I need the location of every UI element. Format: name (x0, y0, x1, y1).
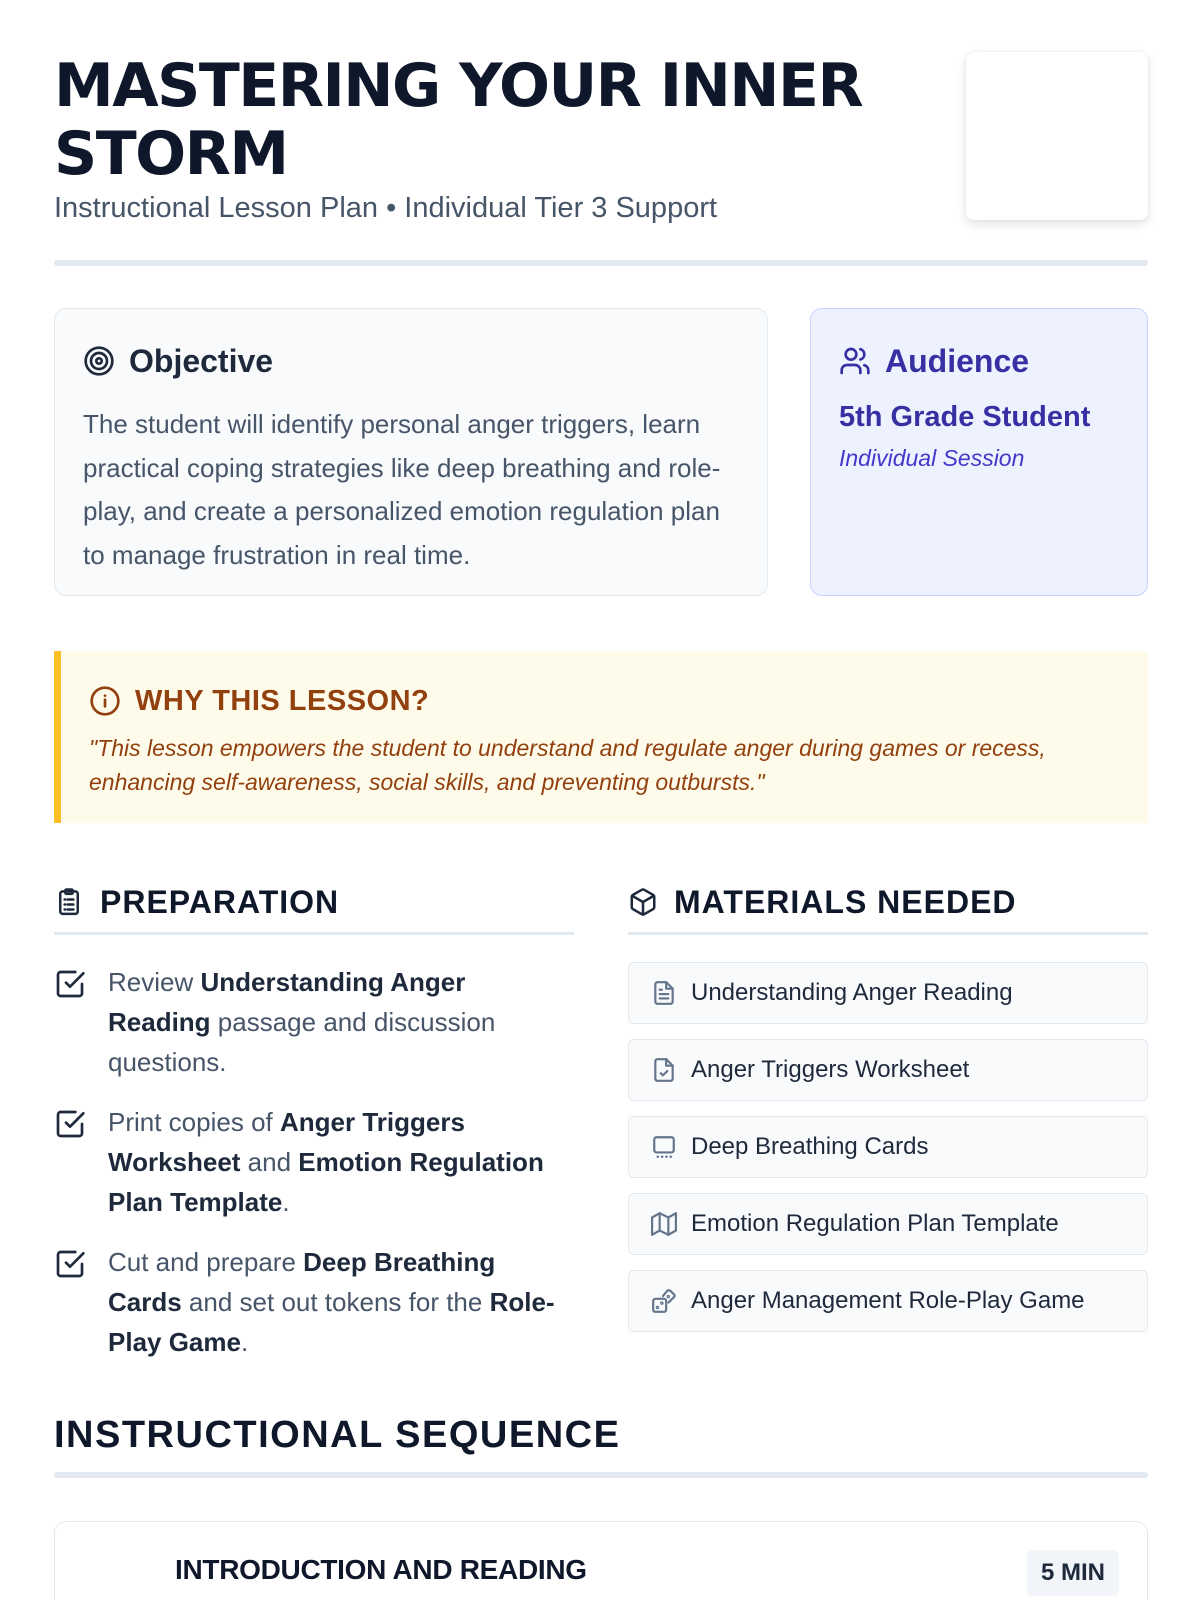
preparation-item-text: and set out tokens for the (181, 1287, 490, 1317)
map-icon (651, 1211, 677, 1237)
page-subtitle: Instructional Lesson Plan • Individual Tier 3 Support (54, 192, 718, 224)
checkbox-checked-icon (54, 968, 86, 1000)
materials-divider (628, 932, 1148, 935)
audience-session: Individual Session (839, 445, 1025, 471)
preparation-item-text: . (240, 1327, 249, 1357)
duration-badge: 5 MIN (1027, 1550, 1119, 1596)
audience-title: Audience (885, 342, 1030, 379)
material-label: Anger Triggers Worksheet (691, 1056, 970, 1083)
target-icon (83, 345, 115, 377)
preparation-item (54, 1102, 574, 1222)
users-icon (839, 345, 871, 377)
preparation-item (54, 962, 574, 1082)
sequence-step-card (54, 1521, 1148, 1600)
audience-card (810, 308, 1148, 596)
checkbox-checked-icon (54, 1108, 86, 1140)
logo-placeholder-card (966, 52, 1148, 220)
preparation-divider (54, 932, 574, 935)
preparation-item (54, 1242, 574, 1362)
material-item (628, 1270, 1148, 1332)
preparation-item-text: and (240, 1147, 299, 1177)
preparation-item-text: passage and discussion questions. (108, 1007, 496, 1077)
preparation-list (54, 962, 574, 1382)
preparation-item-bold-text: Anger Triggers Worksheet (108, 1107, 465, 1177)
sequence-title: INSTRUCTIONAL SEQUENCE (54, 1414, 621, 1456)
preparation-item-bold-text: Role-Play Game (108, 1287, 555, 1357)
audience-grade: 5th Grade Student (839, 401, 1091, 433)
preparation-item-text: Print copies of (108, 1107, 280, 1137)
material-label: Emotion Regulation Plan Template (691, 1210, 1059, 1237)
objective-header (83, 341, 273, 381)
document-text-icon (651, 980, 677, 1006)
audience-header (839, 341, 1029, 381)
clipboard-list-icon (54, 887, 84, 917)
materials-title: MATERIALS NEEDED (674, 883, 1017, 920)
objective-card (54, 308, 768, 596)
why-title: WHY THIS LESSON? (135, 684, 430, 717)
material-item (628, 962, 1148, 1024)
page-header (54, 0, 1148, 268)
preparation-item-bold-text: Deep Breathing Cards (108, 1247, 496, 1317)
header-divider (54, 260, 1148, 266)
material-label: Understanding Anger Reading (691, 979, 1013, 1006)
materials-list (628, 962, 1148, 1347)
preparation-item-text: Cut and prepare (108, 1247, 304, 1277)
checkbox-checked-icon (54, 1248, 86, 1280)
page-title: MASTERING YOUR INNER STORM (54, 51, 863, 189)
info-icon (89, 685, 121, 717)
material-item (628, 1039, 1148, 1101)
card-icon (651, 1134, 677, 1160)
preparation-item-bold-text: Emotion Regulation Plan Template (108, 1147, 544, 1217)
preparation-title: PREPARATION (100, 883, 340, 920)
why-text: "This lesson empowers the student to understand and regulate anger during games or recess, enhancing self-awareness, social skills, and preventing outbursts." (89, 735, 1046, 795)
why-callout (54, 651, 1148, 823)
materials-header (628, 880, 1017, 924)
objective-title: Objective (129, 342, 274, 379)
material-item (628, 1193, 1148, 1255)
material-label: Anger Management Role-Play Game (691, 1287, 1085, 1314)
preparation-item-text: Review (108, 967, 201, 997)
preparation-item-text: . (282, 1187, 290, 1217)
box-icon (628, 887, 658, 917)
preparation-item-bold-text: Understanding Anger Reading (108, 967, 466, 1037)
objective-text: The student will identify personal anger triggers, learn practical coping strategies like deep breathing and role-play, and create a personalized emotion regulation plan to manage frustration in real time. (83, 409, 721, 570)
preparation-header (54, 880, 339, 924)
material-item (628, 1116, 1148, 1178)
dice-icon (651, 1288, 677, 1314)
sequence-divider (54, 1472, 1148, 1478)
step-title: INTRODUCTION AND READING (175, 1554, 587, 1585)
lesson-plan-page (54, 0, 1148, 1586)
why-header (89, 683, 429, 719)
document-check-icon (651, 1057, 677, 1083)
material-label: Deep Breathing Cards (691, 1133, 929, 1160)
